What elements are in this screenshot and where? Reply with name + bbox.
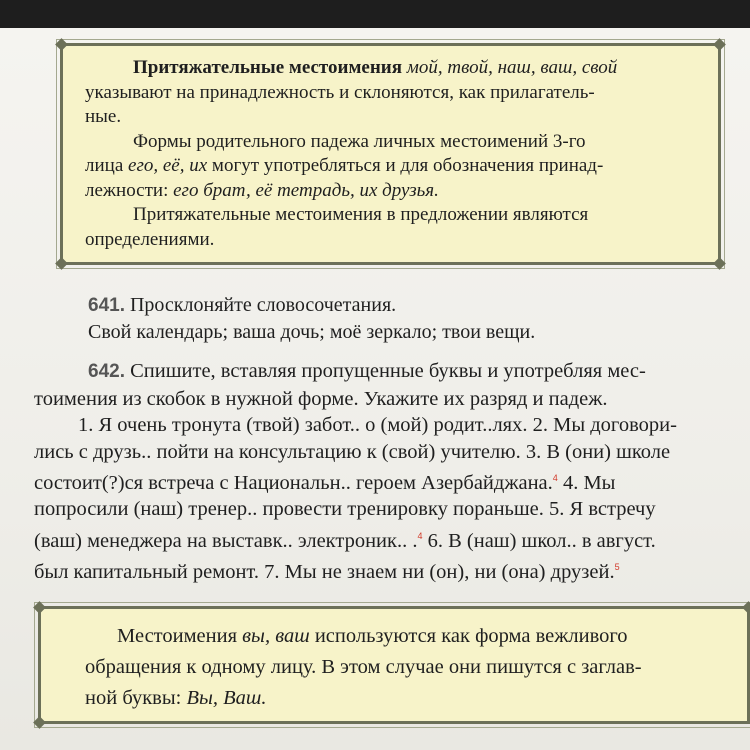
rule-examples: его, её, их <box>128 155 208 176</box>
rule-box-polite-form <box>38 606 750 724</box>
exercise-line: 6. В (наш) школ.. в август. <box>422 529 656 552</box>
exercise-line: 1. Я очень тронута (твой) забот.. о (мой) родит..лях. 2. Мы договори- <box>78 414 677 436</box>
footnote-marker: 5 <box>614 562 620 573</box>
rule-line: определениями. <box>85 228 215 250</box>
rule-line: Притяжательные местоимения в предложении являются <box>133 204 589 225</box>
exercise-line: 4. Мы <box>557 471 616 494</box>
corner-ornament <box>55 257 68 270</box>
exercise-task: Спишите, вставляя пропущенные буквы и употребляя мес- <box>124 360 646 382</box>
footnote-marker: 4 <box>417 530 423 541</box>
rule-examples: Вы, Ваш. <box>186 687 267 709</box>
rule-examples: вы, ваш <box>242 625 310 647</box>
rule-examples: мой, твой, наш, ваш, свой <box>402 57 618 78</box>
rule-line: ные. <box>85 106 122 127</box>
exercise-line: тоимения из скобок в нужной форме. Укажите их разряд и падеж. <box>34 387 608 410</box>
rule-term: Притяжательные местоимения <box>133 57 402 78</box>
exercise-line: состоит(?)ся встреча с Национальн.. героем Азербайджана. <box>34 471 553 494</box>
exercise-642 <box>34 358 750 585</box>
exercise-number: 642. <box>88 361 125 382</box>
corner-ornament <box>713 257 726 270</box>
rule-text <box>85 621 737 714</box>
exercise-task: Просклоняйте словосочетания. <box>124 294 397 316</box>
rule-text-fragment: могут употребляться и для обозначения принад- <box>207 155 604 176</box>
corner-ornament <box>55 38 68 51</box>
corner-ornament <box>742 601 750 614</box>
textbook-page <box>0 28 750 750</box>
corner-ornament <box>33 601 46 614</box>
rule-text-fragment: Местоимения <box>117 625 243 647</box>
exercise-line: был капитальный ремонт. 7. Мы не знаем ни (он), ни (она) друзей. <box>34 560 615 583</box>
exercise-line: лись с друзь.. пойти на консультацию к (свой) учителю. 3. В (они) школе <box>34 440 671 463</box>
rule-text-fragment: лежности: <box>85 179 174 201</box>
rule-line: обращения к одному лицу. В этом случае они пишутся с заглав- <box>85 656 642 678</box>
top-dark-edge <box>0 0 750 28</box>
exercise-line: попросили (наш) тренер.. провести тренировку пораньше. 5. Я встречу <box>34 498 656 521</box>
rule-text-fragment: ной буквы: <box>85 687 187 709</box>
rule-examples: его брат, её тетрадь, их друзья. <box>173 179 439 201</box>
rule-line: Формы родительного падежа личных местоимений 3-го <box>133 130 586 152</box>
corner-ornament <box>33 716 46 729</box>
exercise-641 <box>88 292 744 345</box>
corner-ornament <box>713 38 726 51</box>
exercise-line: Свой календарь; ваша дочь; моё зеркало; твои вещи. <box>88 321 536 343</box>
exercise-line: (ваш) менеджера на выставк.. электроник.. . <box>34 529 418 552</box>
rule-line: указывают на принадлежность и склоняются, как прилагатель- <box>85 81 595 103</box>
rule-text-fragment: используются как форма вежливого <box>309 625 628 647</box>
rule-text-fragment: лица <box>85 155 129 176</box>
rule-box-possessive-pronouns <box>60 43 721 265</box>
footnote-marker: 4 <box>552 473 558 483</box>
rule-text <box>85 56 708 252</box>
exercise-number: 641. <box>88 295 125 316</box>
